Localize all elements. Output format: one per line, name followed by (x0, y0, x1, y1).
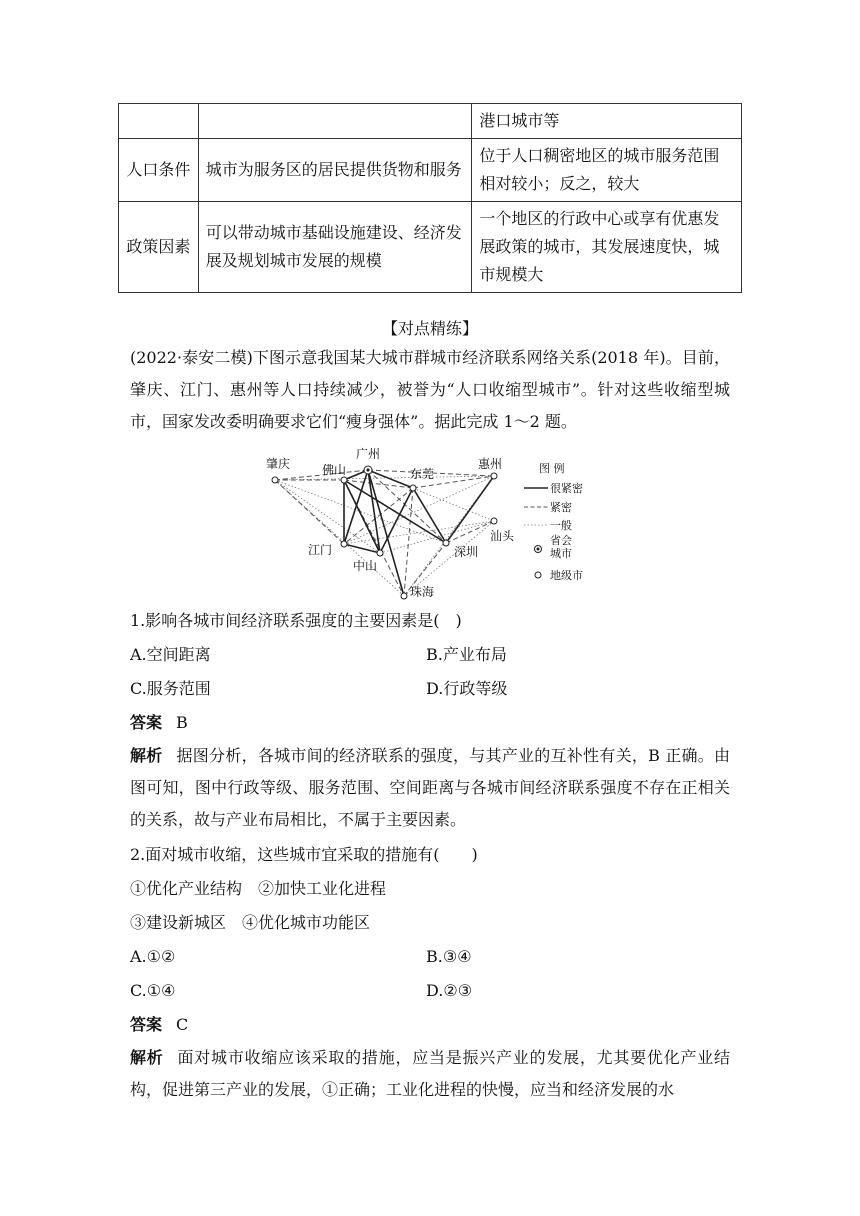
label-shantou: 汕头 (490, 529, 515, 543)
node-jiangmen (341, 541, 347, 547)
legend-prefecture: 地级市 (550, 569, 583, 582)
label-zhaoqing: 肇庆 (266, 457, 291, 471)
legend-general: 一般 (550, 519, 572, 532)
node-huizhou (491, 473, 497, 479)
q1-analysis (130, 740, 730, 836)
factors-table (118, 103, 742, 293)
legend-prefecture-icon (535, 572, 541, 578)
q2-option-d: D.②③ (426, 981, 473, 1000)
label-foshan: 佛山 (322, 463, 347, 477)
map-legend (524, 461, 583, 582)
intro-paragraph: (2022·泰安二模)下图示意我国某大城市群城市经济联系网络关系(2018 年)。目前，肇庆、江门、惠州等人口持续减少，被誉为“人口收缩型城市”。针对这些收缩型城市，国家发改委明确要求它们“瘦身强体”。据此完成 1～2 题。 (130, 348, 730, 431)
table-row (119, 202, 742, 293)
node-zhaoqing (272, 477, 278, 483)
q2-item-row-2: ③建设新城区 ④优化城市功能区 (130, 913, 371, 932)
label-dongguan: 东莞 (410, 467, 435, 481)
table-cell-effect: 可以带动城市基础设施建设、经济发展及规划城市发展的规模 (198, 202, 472, 293)
node-zhongshan (377, 550, 383, 556)
label-zhongshan: 中山 (353, 559, 378, 573)
q1-stem: 1.影响各城市间经济联系强度的主要因素是( ) (130, 611, 462, 630)
q1-option-c: C.服务范围 (130, 679, 211, 698)
table-cell-factor: 政策因素 (119, 202, 199, 293)
table-cell-effect: 城市为服务区的居民提供货物和服务 (198, 139, 472, 202)
capital-dot (366, 468, 369, 471)
table-cell-factor: 人口条件 (119, 139, 199, 202)
q2-item-row-1: ①优化产业结构 ②加快工业化进程 (130, 879, 387, 898)
q1-option-d: D.行政等级 (426, 679, 508, 698)
analysis-label: 解析 (130, 746, 163, 765)
q2-stem: 2.面对城市收缩，这些城市宜采取的措施有( ) (130, 845, 478, 864)
legend-close: 紧密 (550, 501, 572, 514)
analysis-label: 解析 (130, 1048, 164, 1067)
q1-option-a: A.空间距离 (130, 645, 211, 664)
table-cell-note: 位于人口稠密地区的城市服务范围相对较小；反之，较大 (472, 139, 742, 202)
legend-title: 图 例 (539, 462, 565, 475)
q1-answer (130, 710, 188, 736)
general-links (275, 470, 494, 596)
close-links (275, 470, 494, 596)
q2-option-a: A.①② (130, 947, 176, 966)
label-guangzhou: 广州 (356, 447, 381, 461)
q2-option-c: C.①④ (130, 981, 176, 1000)
section-title: 【对点精练】 (381, 319, 478, 338)
legend-very-close: 很紧密 (550, 482, 583, 495)
legend-capital-1: 省会 (550, 534, 572, 547)
city-nodes (272, 466, 497, 599)
table-row (119, 139, 742, 202)
answer-label: 答案 (130, 1015, 163, 1034)
answer-value: C (176, 1015, 189, 1034)
city-network-map (258, 446, 608, 606)
table-cell-effect (198, 104, 472, 139)
node-foshan (341, 477, 347, 483)
legend-capital-2: 城市 (550, 547, 572, 560)
node-dongguan (410, 485, 416, 491)
label-jiangmen: 江门 (308, 543, 333, 557)
table-row (119, 104, 742, 139)
answer-value: B (176, 713, 188, 732)
label-shenzhen: 深圳 (454, 545, 479, 559)
q2-option-b: B.③④ (426, 947, 472, 966)
table-cell-note: 一个地区的行政中心或享有优惠发展政策的城市，其发展速度快，城市规模大 (472, 202, 742, 293)
label-zhuhai: 珠海 (410, 585, 435, 599)
analysis-text: 面对城市收缩应该采取的措施，应当是振兴产业的发展，尤其要优化产业结构，促进第三产业的发展，①正确；工业化进程的快慢，应当和经济发展的水 (130, 1048, 730, 1099)
node-shenzhen (443, 540, 449, 546)
node-zhuhai (401, 593, 407, 599)
analysis-text: 据图分析，各城市间的经济联系的强度，与其产业的互补性有关，B 正确。由图可知，图中行政等级、服务范围、空间距离与各城市间经济联系强度不存在正相关的关系，故与产业布局相比，不属于主要因素。 (130, 746, 730, 829)
answer-label: 答案 (130, 713, 163, 732)
node-shantou (491, 518, 497, 524)
q1-option-b: B.产业布局 (426, 645, 507, 664)
q2-analysis (130, 1042, 730, 1106)
table-cell-factor (119, 104, 199, 139)
table-cell-note: 港口城市等 (472, 104, 742, 139)
label-huizhou: 惠州 (478, 457, 503, 471)
q2-answer (130, 1012, 188, 1038)
